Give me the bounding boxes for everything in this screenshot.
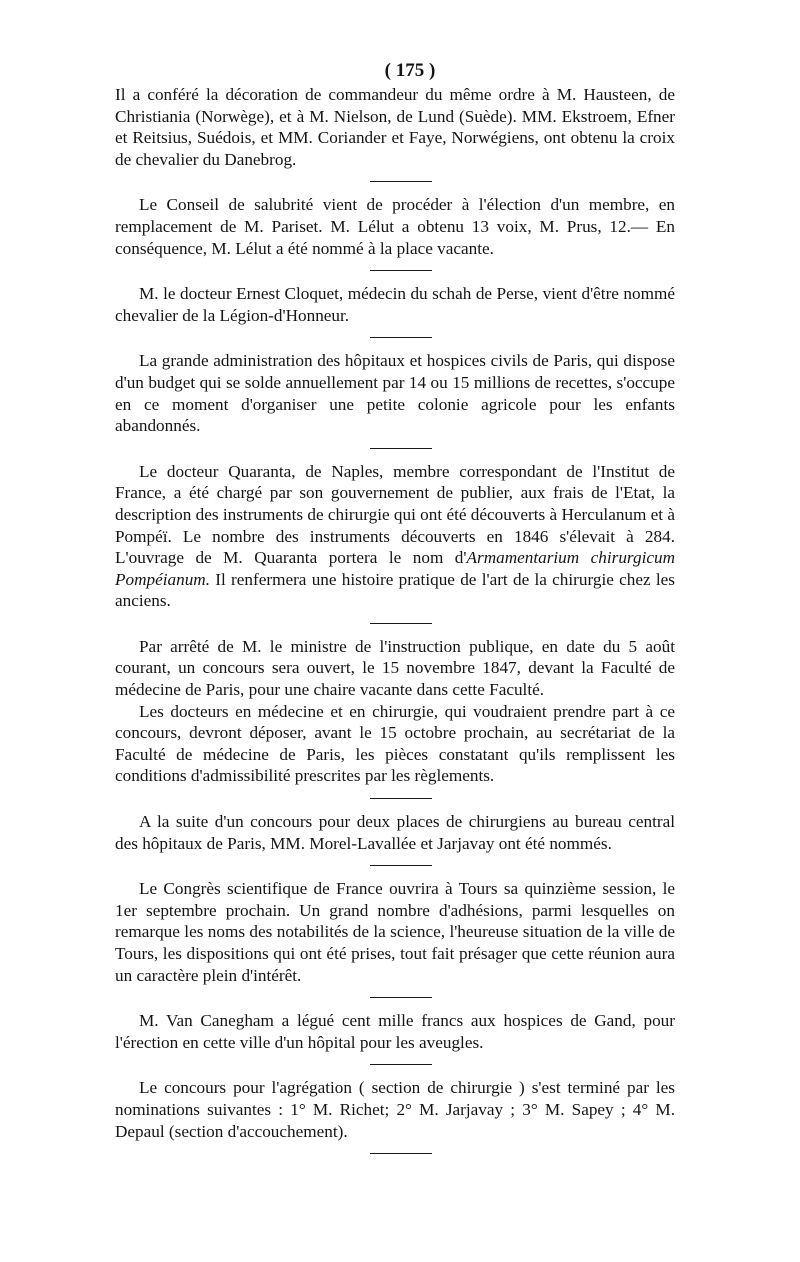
section-divider — [370, 270, 432, 271]
article-quaranta — [115, 461, 675, 612]
article-congres-scientifique: Le Congrès scientifique de France ouvrira à Tours sa quinzième session, le 1er septembre prochain. Un grand nombre d'adhésions, parmi lesquelles on remarque les noms des notabilités de la science, l'heureuse situation de la ville de Tours, les dispositions qui ont été prises, tout fait présager que cette réunion aura un caractère plein d'intérêt. — [115, 879, 675, 985]
section-divider — [370, 1064, 432, 1065]
article-concours-faculte-continuation: Les docteurs en médecine et en chirurgie, qui voudraient prendre part à ce concours, devront déposer, avant le 15 octobre prochain, au secrétariat de la Faculté de médecine de Paris, les pièces constatant qu'ils remplissent les conditions d'admissibilité prescrites par les règlements. — [115, 701, 675, 786]
document-page — [115, 58, 675, 1166]
section-divider — [370, 337, 432, 338]
article-agregation: Le concours pour l'agrégation ( section de chirurgie ) s'est terminé par les nominations suivantes : 1° M. Richet; 2° M. Jarjavay ; 3° M. Sapey ; 4° M. Depaul (section d'accouchement). — [115, 1078, 675, 1141]
article-quaranta-text-before: Le docteur Quaranta, de Naples, membre correspondant de l'Institut de France, a été chargé par son gouvernement de publier, aux frais de l'Etat, la description des instruments de chirurgie qui ont été découverts à Herculanum et à Pompéï. Le nombre des instruments découverts en 1846 s'élevait à 284. L'ouvrage de M. Quaranta portera le nom d' — [115, 461, 676, 568]
section-divider — [370, 798, 432, 799]
article-colonie-agricole: La grande administration des hôpitaux et hospices civils de Paris, qui dispose d'un budget qui se solde annuellement par 14 ou 15 millions de recettes, s'occupe en ce moment d'organiser une petite colonie agricole pour les enfants abandonnés. — [115, 351, 675, 436]
article-quaranta-title: Armamentarium chirurgicum Pompéianum. — [115, 548, 675, 589]
article-quaranta-text-after: Il renfermera une histoire pratique de l'art de la chirurgie chez les anciens. — [115, 569, 675, 611]
section-divider — [370, 1153, 432, 1154]
section-divider — [370, 623, 432, 624]
article-van-canegham: M. Van Canegham a légué cent mille francs aux hospices de Gand, pour l'érection en cette ville d'un hôpital pour les aveugles. — [115, 1011, 675, 1052]
section-divider — [370, 448, 432, 449]
section-divider — [370, 181, 432, 182]
article-chirurgiens-bureau-central: A la suite d'un concours pour deux places de chirurgiens au bureau central des hôpitaux de Paris, MM. Morel-Lavallée et Jarjavay ont été nommés. — [115, 812, 675, 853]
section-divider — [370, 865, 432, 866]
article-concours-faculte: Par arrêté de M. le ministre de l'instruction publique, en date du 5 août courant, un concours sera ouvert, le 15 novembre 1847, devant la Faculté de médecine de Paris, pour une chaire vacante dans cette Faculté. — [115, 636, 675, 700]
article-ernest-cloquet: M. le docteur Ernest Cloquet, médecin du schah de Perse, vient d'être nommé chevalier de la Légion-d'Honneur. — [115, 284, 675, 325]
page-number: ( 175 ) — [384, 60, 436, 81]
article-conseil-salubrite: Le Conseil de salubrité vient de procéder à l'élection d'un membre, en remplacement de M. Pariset. M. Lélut a obtenu 13 voix, M. Prus, 12.— En conséquence, M. Lélut a été nommé à la place vacante. — [115, 195, 675, 258]
article-decoration-danebrog: Il a conféré la décoration de commandeur du même ordre à M. Hausteen, de Christiania (Norwège), et à M. Nielson, de Lund (Suède). MM. Ekstroem, Efner et Reitsius, Suédois, et MM. Coriander et Faye, Norwégiens, ont obtenu la croix de chevalier du Danebrog. — [115, 85, 675, 169]
section-divider — [370, 997, 432, 998]
